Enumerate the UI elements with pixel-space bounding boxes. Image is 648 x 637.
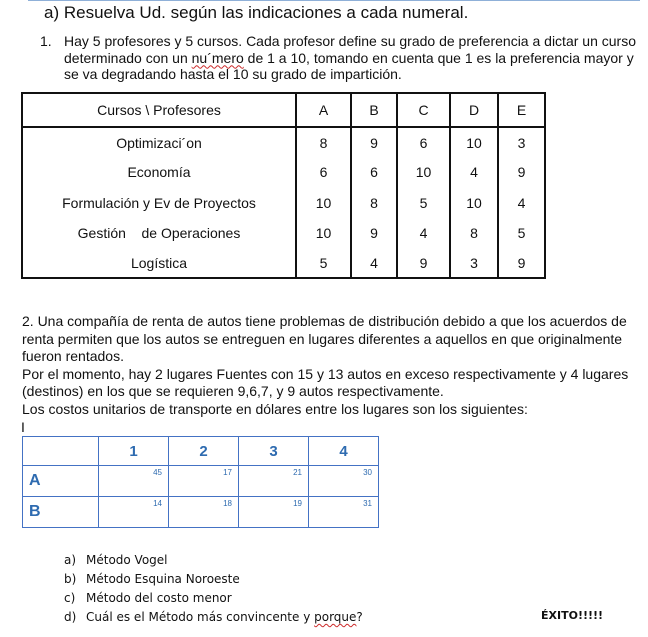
list-item-text-part: ? bbox=[356, 610, 363, 624]
spellcheck-flagged-word[interactable]: nu´mero bbox=[191, 49, 244, 66]
list-item-text: Método Esquina Noroeste bbox=[86, 572, 240, 586]
destination-header: 4 bbox=[308, 436, 379, 466]
list-item-label: c) bbox=[64, 591, 76, 605]
preference-value: 8 bbox=[450, 218, 498, 248]
question-2-paragraph: 2. Una compañía de renta de autos tiene problemas de distribución debido a que los acuerdos de renta permiten que los autos se entreguen en lugares diferentes a aquellos en que originalmente fueron rentados. bbox=[22, 313, 627, 364]
preference-value: 9 bbox=[517, 254, 526, 271]
list-item bbox=[64, 551, 363, 570]
table-row bbox=[23, 187, 544, 218]
preference-value: 4 bbox=[517, 194, 526, 211]
question-2-paragraph: Los costos unitarios de transporte en dólares entre los lugares son los siguientes: bbox=[22, 400, 528, 417]
professor-header: E bbox=[516, 102, 527, 118]
list-item-label: d) bbox=[64, 610, 77, 624]
page-heading: a) Resuelva Ud. según las indicaciones a cada numeral. bbox=[44, 3, 469, 22]
cost-value: 21 bbox=[238, 465, 309, 497]
question-2 bbox=[22, 313, 632, 418]
list-item-label: a) bbox=[64, 553, 77, 567]
destination-header: 3 bbox=[238, 436, 309, 466]
preference-value: 10 bbox=[296, 187, 351, 218]
preference-value: 9 bbox=[397, 248, 450, 277]
spellcheck-flagged-word[interactable]: porque bbox=[314, 610, 357, 624]
course-name: Optimizaci´on bbox=[23, 127, 296, 157]
preference-value: 6 bbox=[296, 157, 351, 187]
cost-value: 18 bbox=[168, 496, 239, 528]
table-row bbox=[23, 157, 544, 187]
preference-value: 6 bbox=[351, 157, 397, 187]
closing-text: ÉXITO!!!!! bbox=[541, 609, 604, 622]
preference-value: 5 bbox=[397, 187, 450, 218]
list-item-label: b) bbox=[64, 572, 77, 586]
list-item bbox=[64, 608, 363, 627]
cost-value: 19 bbox=[238, 496, 309, 528]
course-name: Economía bbox=[23, 157, 296, 187]
course-name: Logística bbox=[23, 248, 296, 277]
professor-header: B bbox=[351, 94, 397, 127]
preference-table bbox=[21, 92, 546, 279]
preference-value: 4 bbox=[351, 248, 397, 277]
question-2-paragraph: Por el momento, hay 2 lugares Fuentes con 15 y 13 autos en exceso respectivamente y 4 lugares (destinos) en los que se requieren 9,6,7, y 9 autos respectivamente. bbox=[22, 365, 629, 399]
cost-corner-cell bbox=[22, 436, 99, 466]
preference-value: 9 bbox=[517, 164, 526, 180]
cost-table bbox=[22, 436, 378, 528]
question-1-text-part: de 1 a 10, tomando en cuenta que 1 es la preferencia mayor y se va degradando hasta el 10 su grado de impartición. bbox=[64, 49, 634, 82]
preference-value: 9 bbox=[351, 218, 397, 248]
top-rule bbox=[28, 0, 640, 1]
text-cursor: I bbox=[21, 419, 25, 435]
preference-value: 9 bbox=[351, 127, 397, 157]
preference-value: 8 bbox=[296, 127, 351, 157]
list-item bbox=[64, 570, 363, 589]
preference-value: 4 bbox=[450, 157, 498, 187]
professor-header: A bbox=[296, 94, 351, 127]
preference-value: 3 bbox=[450, 248, 498, 277]
preference-value: 3 bbox=[517, 134, 526, 151]
preference-value: 5 bbox=[296, 248, 351, 277]
list-item-text-part: Cuál es el Método más convincente y bbox=[86, 610, 315, 624]
table-row bbox=[23, 127, 544, 157]
preference-value: 8 bbox=[351, 187, 397, 218]
professor-header: C bbox=[397, 94, 450, 127]
preference-value: 4 bbox=[397, 218, 450, 248]
question-1-text bbox=[64, 33, 644, 83]
preference-value: 10 bbox=[450, 187, 498, 218]
course-name: Gestión de Operaciones bbox=[23, 218, 296, 248]
cost-value: 31 bbox=[308, 496, 379, 528]
list-item bbox=[64, 589, 363, 608]
destination-header: 2 bbox=[168, 436, 239, 466]
preference-value: 6 bbox=[397, 127, 450, 157]
list-item-text: Método Vogel bbox=[86, 553, 168, 567]
preference-value: 5 bbox=[517, 225, 526, 241]
cost-value: 30 bbox=[308, 465, 379, 497]
methods-list bbox=[64, 551, 363, 627]
preference-value: 10 bbox=[397, 157, 450, 187]
source-label: A bbox=[22, 465, 99, 497]
cost-value: 14 bbox=[98, 496, 169, 528]
question-1-number: 1. bbox=[40, 33, 52, 49]
professor-header: D bbox=[450, 94, 498, 127]
question-1-text-part: Hay 5 profesores y 5 cursos. Cada profesor define su grado de preferencia a dictar un curso determinado con un bbox=[64, 33, 636, 66]
destination-header: 1 bbox=[98, 436, 169, 466]
list-item-text bbox=[86, 608, 363, 627]
preference-header-row bbox=[23, 94, 544, 127]
preference-value: 10 bbox=[450, 127, 498, 157]
preference-value: 10 bbox=[296, 218, 351, 248]
course-name: Formulación y Ev de Proyectos bbox=[23, 187, 296, 218]
table-row bbox=[23, 218, 544, 248]
table-row bbox=[23, 248, 544, 277]
source-label: B bbox=[22, 496, 99, 528]
corner-header: Cursos \ Profesores bbox=[23, 94, 296, 127]
cost-value: 45 bbox=[98, 465, 169, 497]
list-item-text: Método del costo menor bbox=[86, 591, 232, 605]
cost-value: 17 bbox=[168, 465, 239, 497]
